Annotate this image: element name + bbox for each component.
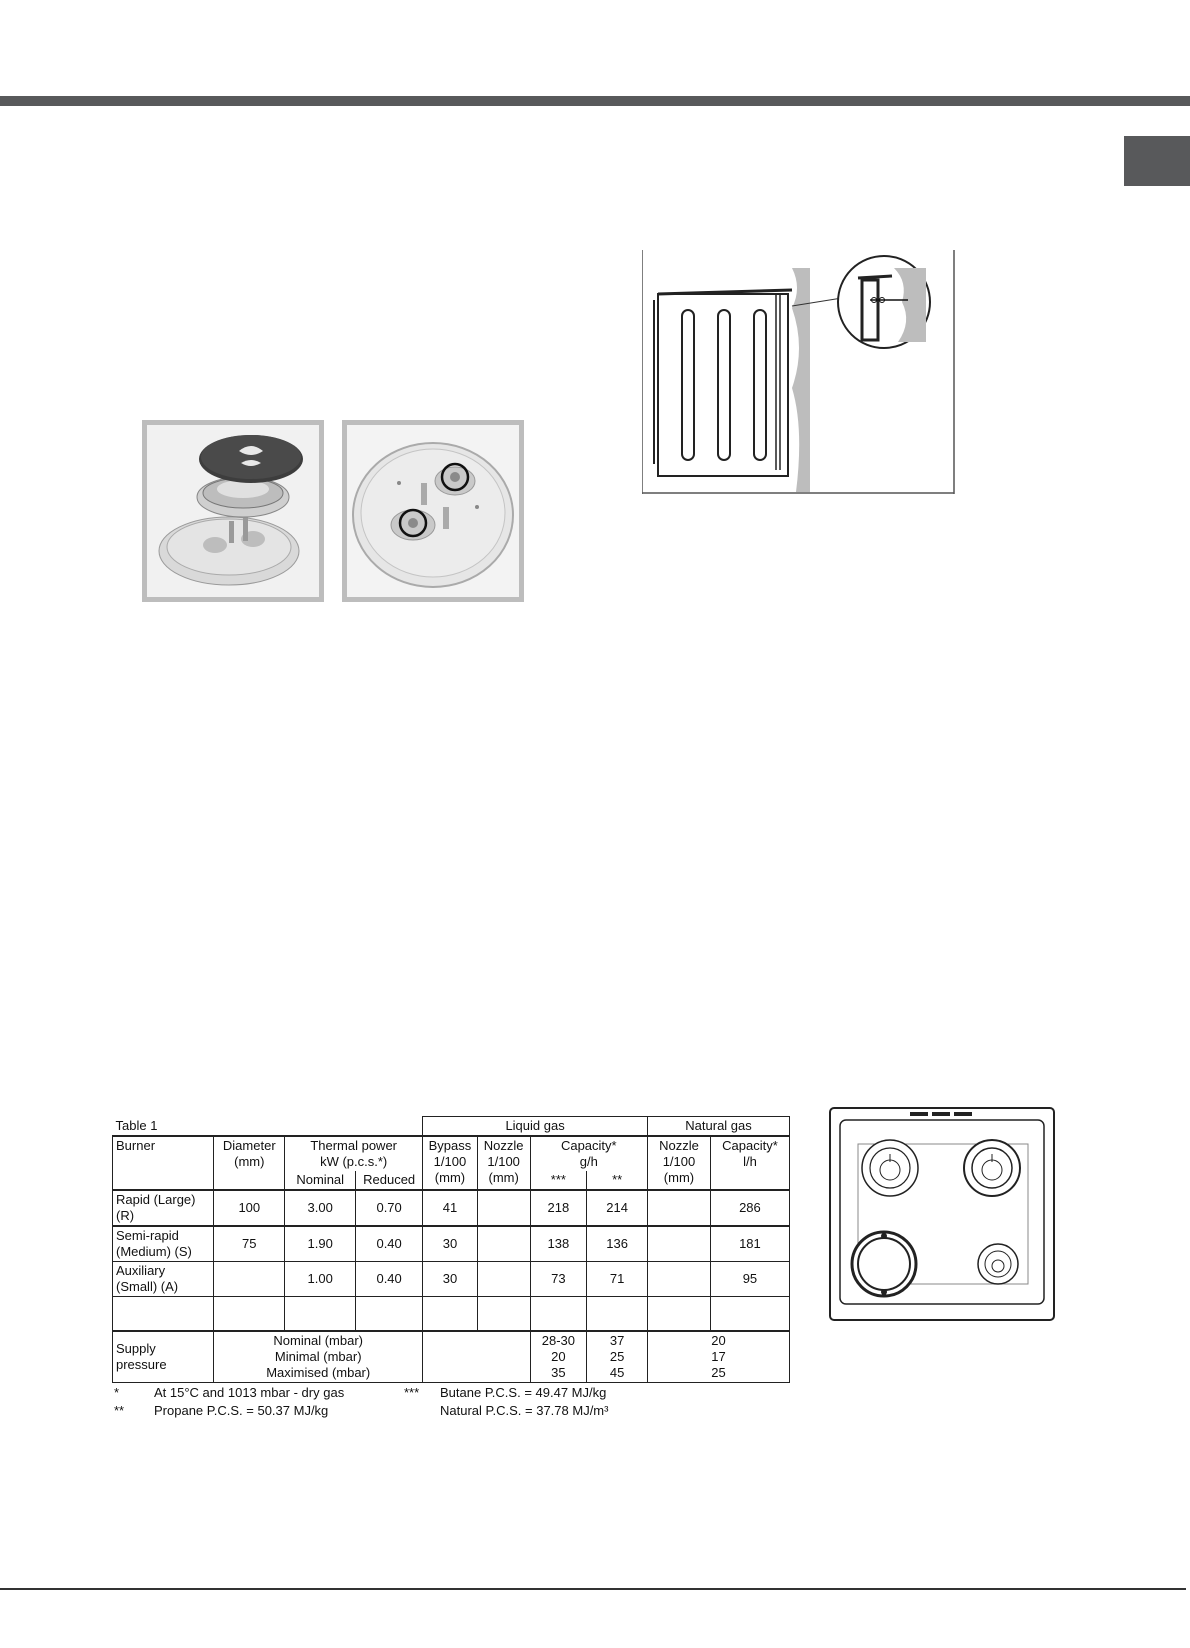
capacity-ng-header: Capacity* l/h xyxy=(710,1136,789,1190)
capacity-butane-cell: 138 xyxy=(530,1226,587,1262)
cooker-side-view-figure xyxy=(642,250,956,494)
footnote-line xyxy=(114,1384,674,1402)
language-tab xyxy=(1124,136,1190,186)
capacity-lpg-header: Capacity* g/h xyxy=(530,1136,648,1171)
rapid-burner-icon xyxy=(862,1140,918,1196)
reduced-cell: 0.40 xyxy=(356,1262,423,1297)
large-burner-icon xyxy=(852,1232,916,1296)
table-footnotes xyxy=(114,1384,674,1420)
diameter-cell: 75 xyxy=(214,1226,285,1262)
nozzle-lpg-header: Nozzle 1/100 (mm) xyxy=(477,1136,530,1190)
nozzle-lpg-cell xyxy=(477,1262,530,1297)
header-row xyxy=(113,1136,790,1171)
nozzle-ng-cell xyxy=(648,1262,711,1297)
table-row xyxy=(113,1190,790,1226)
supply-butane-values: 28-30 20 35 xyxy=(530,1331,587,1383)
cooker-side-view-illustration xyxy=(642,250,956,494)
bypass-cell: 41 xyxy=(423,1190,478,1226)
diameter-cell xyxy=(214,1262,285,1297)
capacity-propane-cell: 136 xyxy=(587,1226,648,1262)
bottom-rule xyxy=(0,1588,1186,1590)
capacity-butane-cell: 73 xyxy=(530,1262,587,1297)
burner-base-figure xyxy=(342,420,524,602)
burner-base-illustration xyxy=(347,425,519,597)
bypass-cell: 30 xyxy=(423,1226,478,1262)
gas-specifications-table xyxy=(112,1116,790,1383)
nominal-header: Nominal xyxy=(285,1171,356,1190)
reduced-cell: 0.40 xyxy=(356,1226,423,1262)
table-title: Table 1 xyxy=(115,1117,158,1133)
capacity-propane-cell: 71 xyxy=(587,1262,648,1297)
footnote-line xyxy=(114,1402,674,1420)
semi-rapid-burner-icon xyxy=(964,1140,1020,1196)
bypass-cell: 30 xyxy=(423,1262,478,1297)
supply-propane-values: 37 25 45 xyxy=(587,1331,648,1383)
thermal-power-header: Thermal power kW (p.c.s.*) xyxy=(285,1136,423,1171)
capacity-butane-cell: 218 xyxy=(530,1190,587,1226)
diameter-cell: 100 xyxy=(214,1190,285,1226)
supply-pressure-blank xyxy=(423,1331,530,1383)
capacity-propane-cell: 214 xyxy=(587,1190,648,1226)
reduced-cell: 0.70 xyxy=(356,1190,423,1226)
burner-header: Burner xyxy=(113,1136,214,1190)
table-row xyxy=(113,1262,790,1297)
footnote-text: Natural P.C.S. = 37.78 MJ/m³ xyxy=(440,1403,609,1418)
capacity-ng-cell: 181 xyxy=(710,1226,789,1262)
nozzle-lpg-cell xyxy=(477,1226,530,1262)
table-title-row xyxy=(113,1117,790,1137)
nozzle-ng-cell xyxy=(648,1190,711,1226)
nominal-cell: 1.00 xyxy=(285,1262,356,1297)
supply-pressure-row xyxy=(113,1331,790,1383)
footnote-text: Butane P.C.S. = 49.47 MJ/kg xyxy=(440,1385,607,1400)
footnote-mark: * xyxy=(114,1385,120,1400)
nominal-cell: 1.90 xyxy=(285,1226,356,1262)
reduced-header: Reduced xyxy=(356,1171,423,1190)
diameter-header: Diameter (mm) xyxy=(214,1136,285,1190)
burner-name: Auxiliary (Small) (A) xyxy=(113,1262,214,1297)
nozzle-lpg-cell xyxy=(477,1190,530,1226)
top-rule xyxy=(0,96,1190,106)
nominal-cell: 3.00 xyxy=(285,1190,356,1226)
hob-layout-figure xyxy=(828,1104,1056,1324)
nozzle-ng-header: Nozzle 1/100 (mm) xyxy=(648,1136,711,1190)
burner-exploded-illustration xyxy=(147,425,319,597)
natural-gas-header: Natural gas xyxy=(648,1117,790,1137)
burner-name: Rapid (Large) (R) xyxy=(113,1190,214,1226)
supply-natural-values: 20 17 25 xyxy=(648,1331,790,1383)
empty-table-row xyxy=(113,1297,790,1331)
supply-pressure-names: Nominal (mbar) Minimal (mbar) Maximised (mbar) xyxy=(214,1331,423,1383)
footnote-mark: *** xyxy=(404,1385,420,1400)
hob-layout-illustration xyxy=(828,1104,1056,1324)
table-row xyxy=(113,1226,790,1262)
footnote-text: At 15°C and 1013 mbar - dry gas xyxy=(154,1385,345,1400)
auxiliary-burner-icon xyxy=(978,1244,1018,1284)
burner-name: Semi-rapid (Medium) (S) xyxy=(113,1226,214,1262)
nozzle-ng-cell xyxy=(648,1226,711,1262)
supply-pressure-label: Supply pressure xyxy=(113,1331,214,1383)
footnote-text: Propane P.C.S. = 50.37 MJ/kg xyxy=(154,1403,329,1418)
capacity-butane-header: *** xyxy=(530,1171,587,1190)
capacity-propane-header: ** xyxy=(587,1171,648,1190)
bypass-header: Bypass 1/100 (mm) xyxy=(423,1136,478,1190)
burner-exploded-figure xyxy=(142,420,324,602)
capacity-ng-cell: 286 xyxy=(710,1190,789,1226)
capacity-ng-cell: 95 xyxy=(710,1262,789,1297)
liquid-gas-header: Liquid gas xyxy=(423,1117,648,1137)
footnote-mark: ** xyxy=(114,1403,125,1418)
